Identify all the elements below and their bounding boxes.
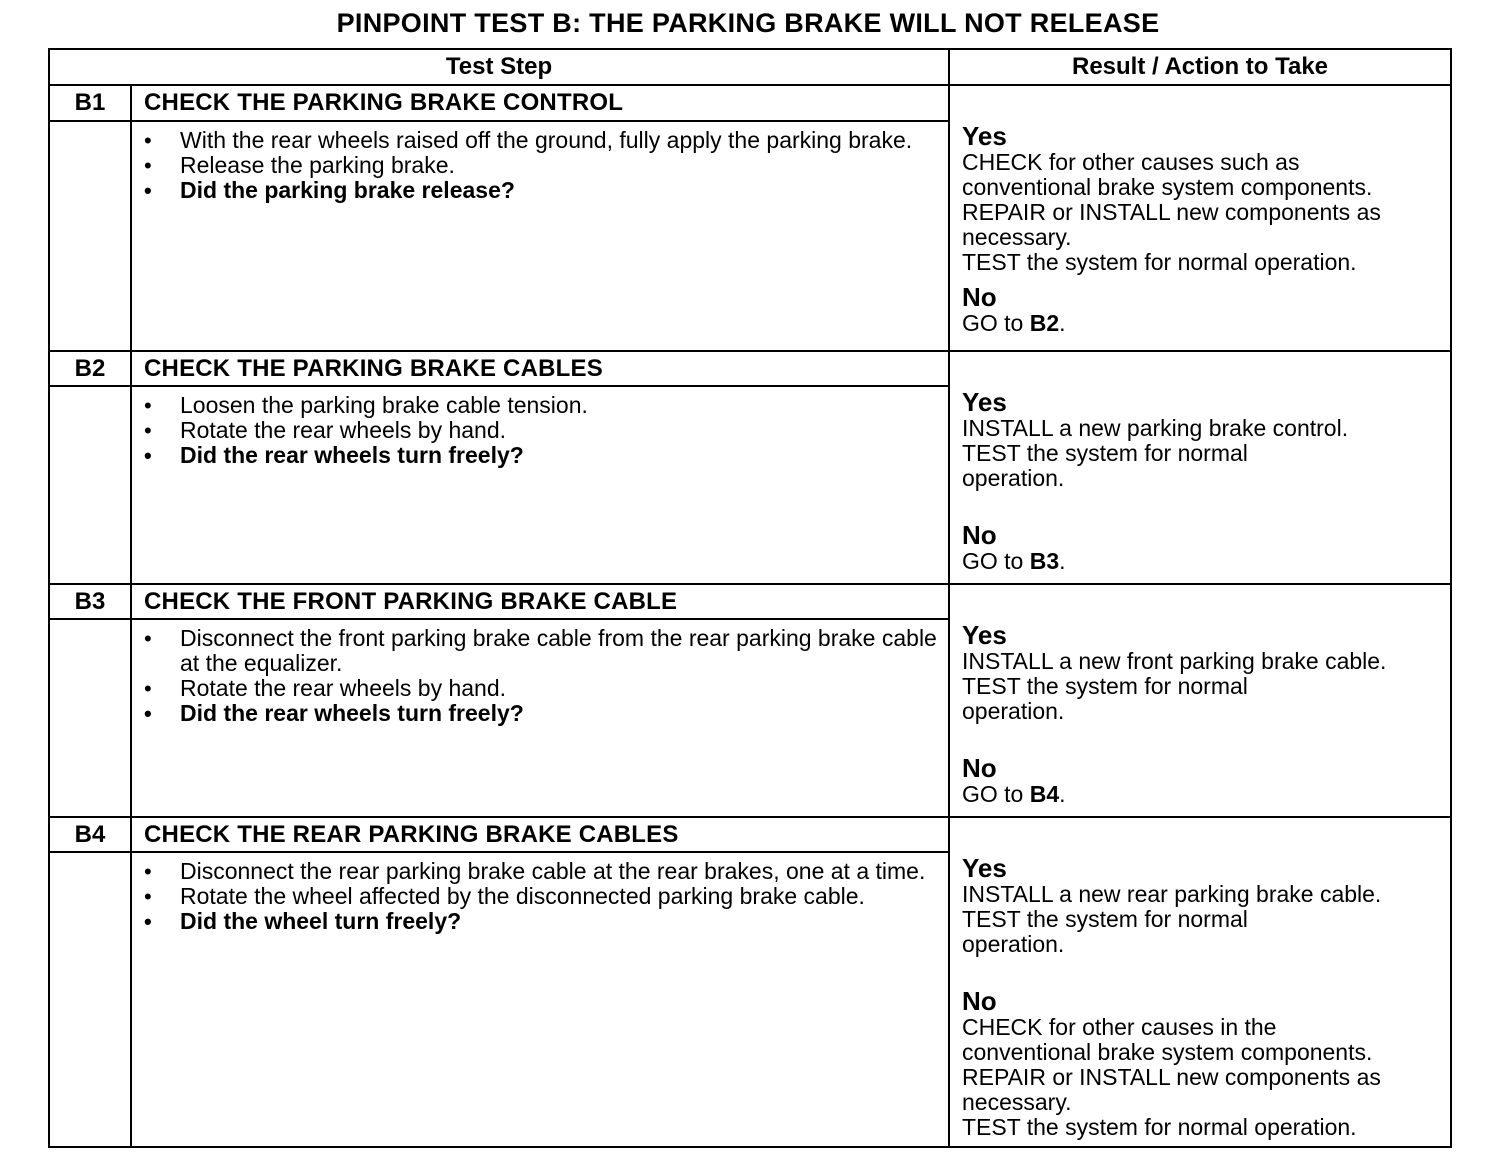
result-line: REPAIR or INSTALL new components as — [962, 1064, 1381, 1090]
no-suffix: . — [1059, 548, 1066, 574]
no-suffix: . — [1059, 310, 1066, 336]
step-b1-title-row — [49, 85, 1451, 121]
step-b2-title-row — [49, 351, 1451, 386]
result-line: TEST the system for normal operation. — [962, 249, 1357, 275]
result-line: operation. — [962, 465, 1065, 491]
step-b3-result — [949, 584, 1451, 817]
instruction-list — [132, 393, 940, 468]
test-step-header: Test Step — [49, 49, 949, 85]
instruction-list — [132, 626, 940, 726]
step-name: CHECK THE PARKING BRAKE CONTROL — [131, 85, 949, 121]
instruction-item: • Release the parking brake. — [132, 153, 940, 178]
instruction-list — [132, 859, 940, 934]
instruction-item: • Disconnect the rear parking brake cable at the rear brakes, one at a time. — [132, 859, 940, 884]
result-line: operation. — [962, 931, 1065, 957]
step-instructions — [131, 619, 949, 817]
result-line: INSTALL a new rear parking brake cable. — [962, 881, 1382, 907]
no-action — [962, 311, 1442, 336]
no-prefix: GO to — [962, 310, 1030, 336]
empty-cell — [49, 852, 131, 1147]
step-b4-title-row — [49, 817, 1451, 852]
result-line: conventional brake system components. — [962, 174, 1373, 200]
result-line: necessary. — [962, 1089, 1072, 1115]
result-line: conventional brake system components. — [962, 1039, 1373, 1065]
instruction-item: • Rotate the wheel affected by the disconnected parking brake cable. — [132, 884, 940, 909]
step-id: B2 — [49, 351, 131, 386]
no-label: No — [962, 986, 997, 1016]
go-to-step-link: B2 — [1029, 310, 1060, 336]
no-prefix: GO to — [962, 781, 1030, 807]
no-suffix: . — [1059, 781, 1066, 807]
pinpoint-test-table — [48, 48, 1452, 1148]
result-line: TEST the system for normal — [962, 906, 1248, 932]
instruction-item: • Disconnect the front parking brake cable from the rear parking brake cable at the equalizer. — [132, 626, 940, 676]
yes-label: Yes — [962, 620, 1007, 650]
instruction-list — [132, 128, 940, 203]
empty-cell — [49, 386, 131, 584]
test-question: • Did the parking brake release? — [132, 178, 940, 203]
step-id: B3 — [49, 584, 131, 619]
yes-label: Yes — [962, 387, 1007, 417]
step-instructions — [131, 386, 949, 584]
result-line: TEST the system for normal operation. — [962, 1114, 1357, 1140]
empty-cell — [49, 619, 131, 817]
no-label: No — [962, 282, 997, 312]
result-line: TEST the system for normal — [962, 673, 1248, 699]
instruction-item: • Loosen the parking brake cable tension. — [132, 393, 940, 418]
result-line: INSTALL a new front parking brake cable. — [962, 648, 1387, 674]
instruction-item: • Rotate the rear wheels by hand. — [132, 418, 940, 443]
instruction-item: • With the rear wheels raised off the ground, fully apply the parking brake. — [132, 128, 940, 153]
instruction-item: • Rotate the rear wheels by hand. — [132, 676, 940, 701]
step-instructions — [131, 852, 949, 1147]
step-id: B4 — [49, 817, 131, 852]
step-b2-result — [949, 351, 1451, 584]
result-line: CHECK for other causes in the — [962, 1014, 1277, 1040]
yes-label: Yes — [962, 853, 1007, 883]
result-line: INSTALL a new parking brake control. — [962, 415, 1349, 441]
result-line: operation. — [962, 698, 1065, 724]
empty-cell — [49, 121, 131, 351]
no-prefix: GO to — [962, 548, 1030, 574]
result-line: CHECK for other causes such as — [962, 149, 1300, 175]
table-header-row — [49, 49, 1451, 85]
step-instructions — [131, 121, 949, 351]
go-to-step-link: B4 — [1029, 781, 1060, 807]
step-name: CHECK THE FRONT PARKING BRAKE CABLE — [131, 584, 949, 619]
no-label: No — [962, 520, 997, 550]
no-action — [962, 549, 1442, 574]
result-line: REPAIR or INSTALL new components as — [962, 199, 1381, 225]
yes-label: Yes — [962, 121, 1007, 151]
test-question: • Did the wheel turn freely? — [132, 909, 940, 934]
test-question: • Did the rear wheels turn freely? — [132, 443, 940, 468]
result-line: TEST the system for normal — [962, 440, 1248, 466]
step-b4-result — [949, 817, 1451, 1147]
page-title: PINPOINT TEST B: THE PARKING BRAKE WILL NOT RELEASE — [336, 8, 1160, 38]
go-to-step-link: B3 — [1029, 548, 1060, 574]
test-question: • Did the rear wheels turn freely? — [132, 701, 940, 726]
step-name: CHECK THE REAR PARKING BRAKE CABLES — [131, 817, 949, 852]
result-line: necessary. — [962, 224, 1072, 250]
no-action — [962, 782, 1442, 807]
result-action-header: Result / Action to Take — [949, 49, 1451, 85]
step-name: CHECK THE PARKING BRAKE CABLES — [131, 351, 949, 386]
step-b3-title-row — [49, 584, 1451, 619]
no-label: No — [962, 753, 997, 783]
step-id: B1 — [49, 85, 131, 121]
step-b1-result — [949, 85, 1451, 351]
